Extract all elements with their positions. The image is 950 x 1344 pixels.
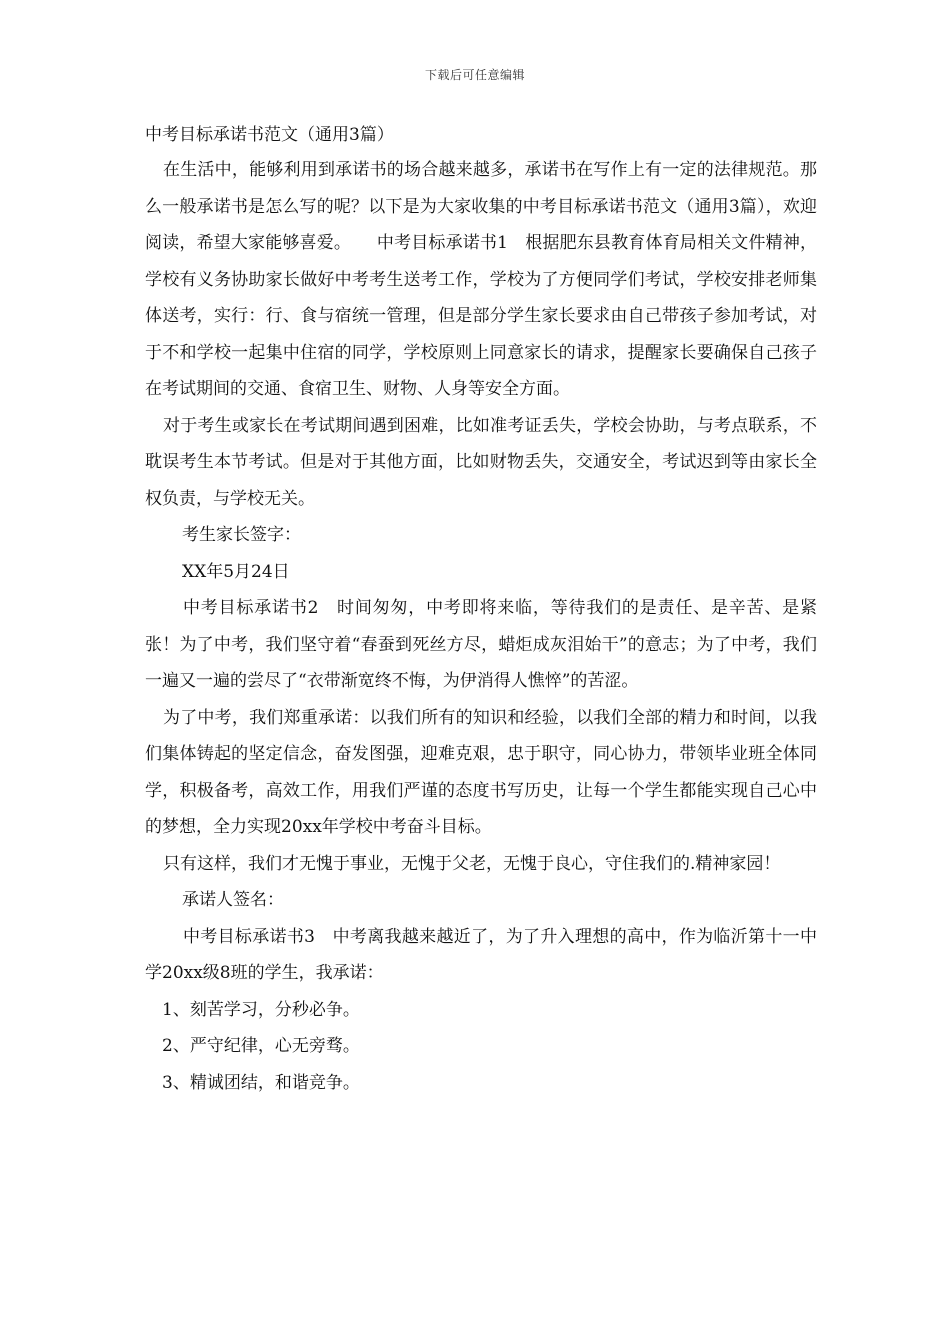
paragraph-3: 中考目标承诺书2 时间匆匆，中考即将来临，等待我们的是责任、是辛苦、是紧张！为了中考，我们坚守着“春蚕到死丝方尽，蜡炬成灰泪始干”的意志；为了中考，我们一遍又一遍的尝尽了“衣带渐宽终不悔，为伊消得人憔悴”的苦涩。 (145, 598, 817, 691)
paragraph-4: 为了中考，我们郑重承诺：以我们所有的知识和经验，以我们全部的精力和时间，以我们集体铸起的坚定信念，奋发图强，迎难克艰，忠于职守，同心协力，带领毕业班全体同学，积极备考，高效工作，用我们严谨的态度书写历史，让每一个学生都能实现自己心中的梦想，全力实现20xx年学校中考奋斗目标。 (145, 707, 817, 837)
list-item: 1、刻苦学习，分秒必争。 (162, 999, 360, 1020)
page-header-note: 下载后可任意编辑 (424, 68, 525, 82)
paragraph-6: 中考目标承诺书3 中考离我越来越近了，为了升入理想的高中，作为临沂第十一中学20xx级8班的学生，我承诺： (145, 926, 817, 983)
paragraph-5: 只有这样，我们才无愧于事业，无愧于父老，无愧于良心，守住我们的.精神家园！ (163, 853, 781, 874)
list-item: 2、严守纪律，心无旁骛。 (162, 1036, 360, 1056)
document-title: 中考目标承诺书范文（通用3篇） (145, 125, 394, 145)
parent-signature-line: 考生家长签字： (182, 525, 301, 545)
list-item: 3、精诚团结，和谐竞争。 (162, 1072, 360, 1093)
date-line: XX年5月24日 (182, 561, 290, 582)
promiser-signature-line: 承诺人签名： (182, 890, 284, 910)
paragraph-intro: 在生活中，能够利用到承诺书的场合越来越多，承诺书在写作上有一定的法律规范。那么一般承诺书是怎么写的呢？以下是为大家收集的中考目标承诺书范文（通用3篇），欢迎阅读，希望大家能够喜爱。 中考目标承诺书1 根据肥东县教育体育局相关文件精神，学校有义务协助家长做好中考考生送考工作，学校为了方便同学们考试，学校安排老师集体送考，实行：行、食与宿统一管理，但是部分学生家长要求由自己带孩子参加考试，对于不和学校一起集中住宿的同学，学校原则上同意家长的请求，提醒家长要确保自己孩子在考试期间的交通、食宿卫生、财物、人身等安全方面。 (145, 160, 817, 399)
document-body (145, 118, 817, 1101)
paragraph-2: 对于考生或家长在考试期间遇到困难，比如准考证丢失，学校会协助，与考点联系，不耽误考生本节考试。但是对于其他方面，比如财物丢失，交通安全，考试迟到等由家长全权负责，与学校无关。 (145, 415, 817, 509)
